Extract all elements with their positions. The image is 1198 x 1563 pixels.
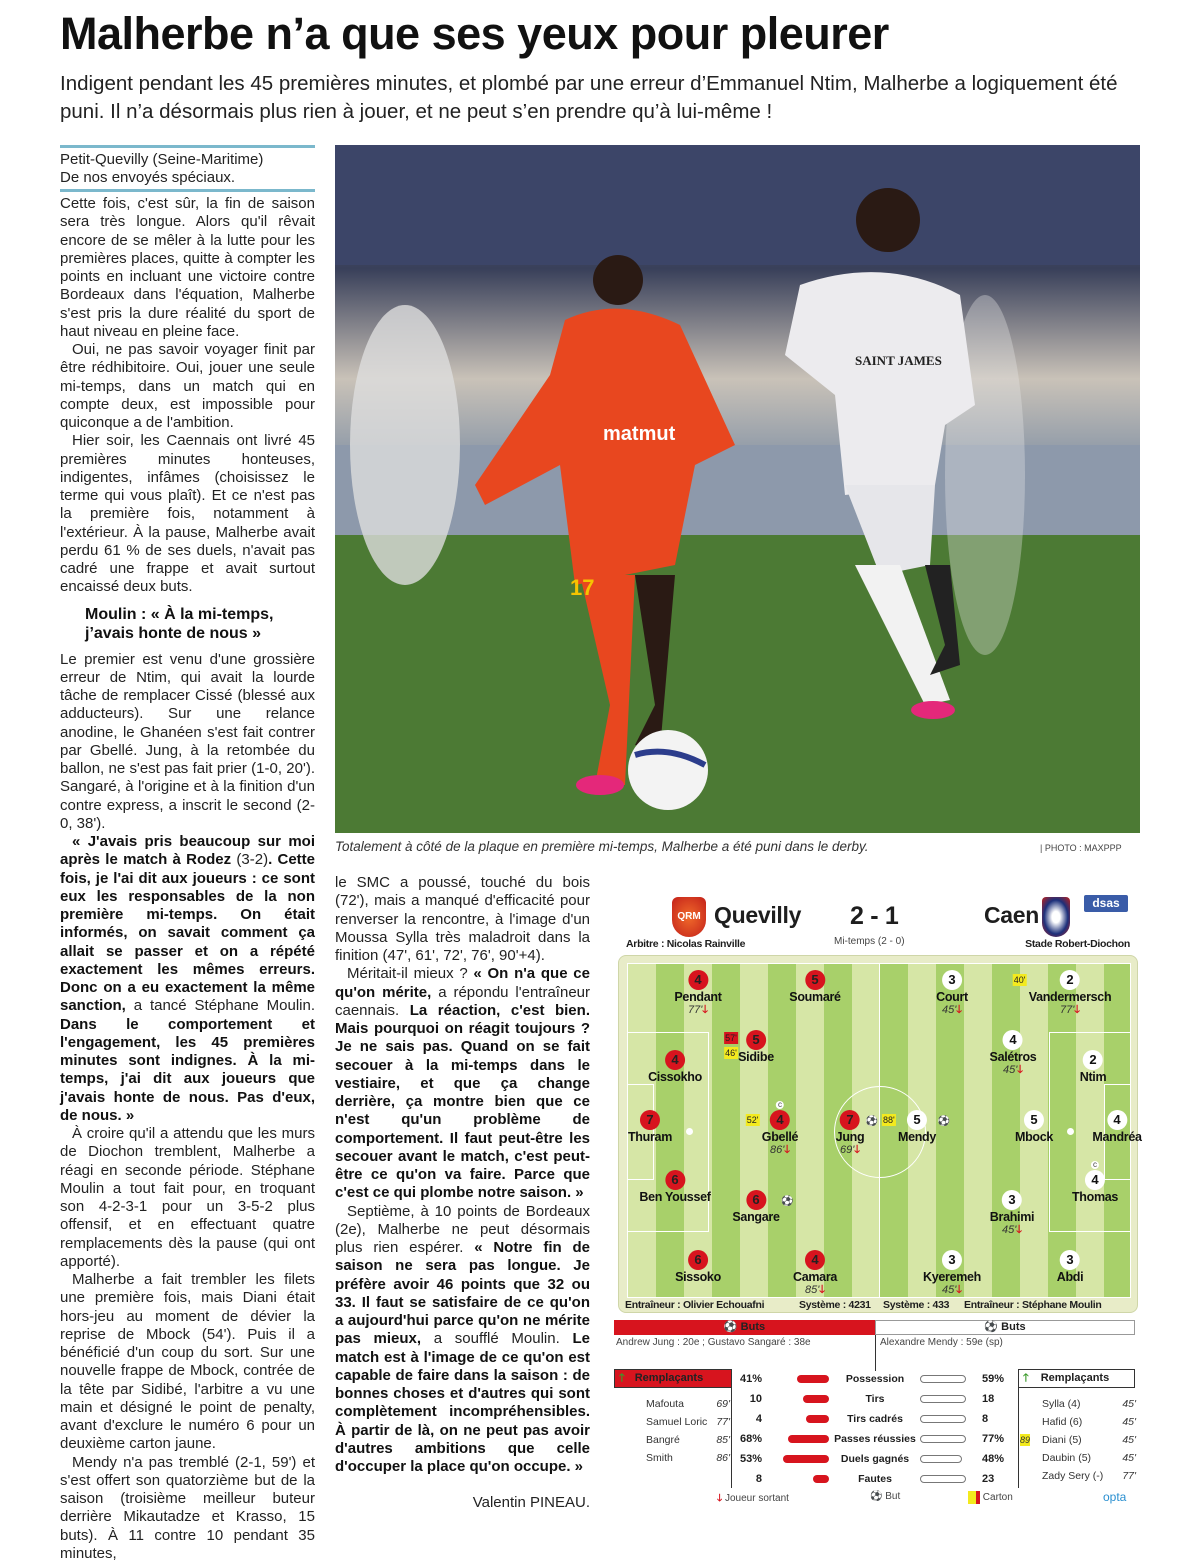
player-white <box>990 1030 1037 1076</box>
player-red <box>836 1110 865 1156</box>
stat-row <box>734 1469 1018 1489</box>
home-sub-row <box>646 1449 730 1467</box>
stat-label: Duels gagnés <box>829 1449 921 1469</box>
paragraph-text: a répondu l'entraîneur caennais. <box>335 984 590 1019</box>
dateline-place: Petit-Quevilly (Seine-Maritime) <box>60 151 315 169</box>
sub-name: Mafouta <box>646 1395 684 1413</box>
photo-credit: | PHOTO : MAXPPP <box>1040 843 1122 853</box>
player-name: Kyeremeh <box>923 1270 981 1284</box>
sub-minute: 77' <box>716 1413 730 1431</box>
sub-minute: 45' <box>1002 1224 1016 1236</box>
player-name: Abdi <box>1057 1270 1084 1284</box>
away-stat-bar <box>920 1415 966 1423</box>
away-stat-bar <box>920 1435 966 1443</box>
player-white <box>1029 970 1112 1016</box>
halftime-score: Mi-temps (2 - 0) <box>834 936 905 947</box>
arrow-down-icon: 🡓 <box>1074 1004 1080 1016</box>
player-white <box>1015 1110 1053 1144</box>
home-subs-list <box>646 1395 730 1467</box>
paragraph <box>335 965 590 1202</box>
paragraph <box>60 195 315 341</box>
article-body <box>335 874 590 1476</box>
stat-label: Tirs <box>829 1389 921 1409</box>
sub-name: Daubin (5) <box>1042 1449 1091 1467</box>
article-body <box>60 651 315 1563</box>
sub-name: Diani (5) <box>1042 1431 1082 1449</box>
sub-minute: 45' <box>1122 1413 1136 1431</box>
away-sub-row <box>1018 1467 1136 1485</box>
player-rating: 5 <box>1024 1110 1044 1130</box>
away-team-name: Caen <box>984 902 1039 929</box>
player-rating: 3 <box>942 1250 962 1270</box>
player-red <box>675 1250 721 1284</box>
player-rating: 7 <box>840 1110 860 1130</box>
home-stat-value: 10 <box>734 1389 762 1409</box>
arrow-down-icon: 🡓 <box>702 1004 708 1016</box>
sub-minute: 45' <box>942 1284 956 1296</box>
player-red <box>648 1050 702 1084</box>
player-name: Mbock <box>1015 1130 1053 1144</box>
ball-icon: ⚽ <box>870 1491 882 1502</box>
quote-text: « J'avais pris beaucoup sur moi après le match à Rodez <box>60 833 315 868</box>
divider <box>875 1335 876 1371</box>
stat-row <box>734 1449 1018 1469</box>
away-stat-bar <box>920 1395 966 1403</box>
away-stat-value: 23 <box>982 1469 994 1489</box>
author-signature: Valentin PINEAU. <box>335 1494 590 1512</box>
substitution-time <box>836 1144 865 1156</box>
intertitle: Moulin : « À la mi-temps, j’avais honte de nous » <box>60 597 315 651</box>
stat-row <box>734 1429 1018 1449</box>
stat-label: Passes réussies <box>829 1429 921 1449</box>
sub-minute: 77' <box>1060 1004 1074 1016</box>
quote-text: « On n'a que ce qu'on mérite, <box>335 965 590 1000</box>
home-sub-row <box>646 1395 730 1413</box>
paragraph-text: Oui, ne pas savoir voyager finit par être rédhibitoire. Oui, jouer une seule mi-temps, dans un match qui en compte deux, est impossible pour quiconque a de l'ambition. <box>60 341 315 431</box>
match-infographic <box>612 893 1142 1513</box>
home-stat-bar <box>806 1415 829 1423</box>
player-rating: 4 <box>665 1050 685 1070</box>
legend-out <box>717 1491 789 1508</box>
referee: Arbitre : Nicolas Rainville <box>626 938 745 950</box>
player-rating: 4 <box>688 970 708 990</box>
player-rating: 2 <box>1083 1050 1103 1070</box>
away-goalscorers: Alexandre Mendy : 59e (sp) <box>880 1337 1003 1348</box>
home-sub-row <box>646 1431 730 1449</box>
arrow-down-icon: 🡓 <box>956 1284 962 1296</box>
home-stat-value: 8 <box>734 1469 762 1489</box>
paragraph-text: (3-2) <box>231 851 268 868</box>
dsas-logo: dsas <box>1084 895 1128 912</box>
legend-goal-label: But <box>885 1491 900 1502</box>
arrow-down-icon: 🡓 <box>784 1144 790 1156</box>
paragraph <box>335 874 590 965</box>
player-rating: 4 <box>770 1110 790 1130</box>
player-rating: 5 <box>907 1110 927 1130</box>
stadium: Stade Robert-Diochon <box>1025 938 1130 950</box>
arrow-down-icon: 🡓 <box>819 1284 825 1296</box>
arrow-up-icon: 🡑 <box>1023 1372 1029 1384</box>
home-coach: Entraîneur : Olivier Echouafni <box>625 1299 764 1311</box>
player-name: Thuram <box>628 1130 672 1144</box>
paragraph-text: Septième, à 10 points de Bordeaux (2e), Malherbe ne peut désormais plus rien espérer. <box>335 1203 590 1257</box>
away-subs-header <box>1018 1369 1135 1388</box>
legend-card-label: Carton <box>983 1492 1013 1503</box>
pitch-field <box>627 963 1131 1298</box>
dateline-byline: De nos envoyés spéciaux. <box>60 169 315 187</box>
yellow-card: 52' <box>746 1114 760 1126</box>
player-white <box>923 1250 981 1296</box>
paragraph-text: Malherbe a fait trembler les filets une première fois, mais Diani était hors-jeu au moment de dévier la reprise de Mbock (54'). Puis il a bénéficié d'un coup du sort. Sur une nouvelle frappe de Mbock, contrée de la tête par Sidibé, l'arbitre a vu une main et désigné le point de penalty, avant d'exclure le numéro 6 pour un deuxième carton jaune. <box>60 1271 315 1452</box>
home-stat-bar <box>813 1475 829 1483</box>
yellow-card: 46' <box>724 1047 738 1059</box>
player-white <box>1092 1110 1141 1144</box>
substitution-time <box>762 1144 798 1156</box>
away-sub-row <box>1018 1395 1136 1413</box>
sub-name: Hafid (6) <box>1042 1413 1082 1431</box>
sub-minute: 45' <box>1122 1431 1136 1449</box>
player-name: Mandréa <box>1092 1130 1141 1144</box>
home-system: Système : 4231 <box>799 1299 871 1311</box>
legend-out-label: Joueur sortant <box>725 1493 789 1504</box>
sub-minute: 85' <box>716 1431 730 1449</box>
substitution-time <box>923 1284 981 1296</box>
player-rating: 3 <box>942 970 962 990</box>
sub-minute: 86' <box>716 1449 730 1467</box>
penalty-spot <box>686 1128 693 1135</box>
player-white <box>898 1110 936 1144</box>
sub-name: Zady Sery (-) <box>1042 1467 1103 1485</box>
match-photo <box>335 145 1140 833</box>
player-rating: 2 <box>1060 970 1080 990</box>
quote-text: « Notre fin de saison ne sera pas longue. Je préfère avoir 46 points que 32 ou 33. Il faut se satisfaire de ce qu'on a aujourd'hui parce qu'on ne mérite pas mieux, <box>335 1239 590 1347</box>
home-team-name: Quevilly <box>714 902 801 929</box>
away-sub-row <box>1018 1431 1136 1449</box>
player-white <box>1072 1170 1118 1204</box>
player-name: Sissoko <box>675 1270 721 1284</box>
player-red <box>762 1110 798 1156</box>
quote-text: La réaction, c'est bien. Mais pourquoi on réagit toujours ? Je ne sais pas. Quand on se fait secouer à la mi-temps dans le vestiaire, et que ça change derrière, ça montre bien que ce n'est qu'un problème de comportement. Il faut peut-être les secouer avant le match, c'est peut-être ce qu'on va faire. Parce que c'est ce qui plombe notre saison. » <box>335 1002 590 1202</box>
home-stat-value: 68% <box>734 1429 762 1449</box>
stat-row <box>734 1369 1018 1389</box>
goal-ball-icon: ⚽ <box>866 1116 878 1127</box>
player-rating: 4 <box>1107 1110 1127 1130</box>
sub-minute: 77' <box>1122 1467 1136 1485</box>
paragraph <box>335 1203 590 1477</box>
player-name: Vandermersch <box>1029 990 1112 1004</box>
sub-minute: 45' <box>1003 1064 1017 1076</box>
match-stats <box>734 1369 1018 1489</box>
goals-label: Buts <box>741 1321 765 1333</box>
paragraph-text: Cette fois, c'est sûr, la fin de saison sera très longue. Alors qu'il rêvait encore de se mêler à la lutte pour les premières places, quitte à compter les points en incluant une victoire contre Bordeaux dans l'équation, Malherbe s'est pris la dure réalité du sport de haut niveau en pleine face. <box>60 195 315 340</box>
paragraph-text: Le premier est venu d'une grossière erreur de Ntim, qui avait la lourde tâche de remplacer Cissé (blessé aux adducteurs). Sur une relance anodine, le Ghanéen s'est fait contrer par Gbellé. Jung, à la retombée du ballon, ne s'est pas fait prier (1-0, 20'). Sangaré, à l'origine et à la finition d'un contre express, a inscrit le second (2-0, 38'). <box>60 651 315 832</box>
headline: Malherbe n’a que ses yeux pour pleurer <box>60 8 889 60</box>
away-stat-value: 18 <box>982 1389 994 1409</box>
yellow-card: 88' <box>882 1114 896 1126</box>
away-goals-header <box>875 1320 1135 1335</box>
sub-minute: 85' <box>805 1284 819 1296</box>
sub-name: Smith <box>646 1449 673 1467</box>
player-red <box>789 970 840 1004</box>
quote-text: . Cette fois, je l'ai dit aux joueurs : ce sont eux les responsables de la non première mi-temps. On était informés, on savait comment ça allait se passer et on a répété exactement les mêmes erreurs. Donc on a eu exactement la même sanction, <box>60 851 315 1014</box>
arrow-down-icon: 🡓 <box>1017 1064 1023 1076</box>
player-name: Jung <box>836 1130 865 1144</box>
player-name: Court <box>936 990 968 1004</box>
home-subs-header <box>614 1369 732 1388</box>
sub-minute: 45' <box>1122 1395 1136 1413</box>
sub-minute: 86' <box>770 1144 784 1156</box>
quote-text: Dans le comportement et l'engagement, les 45 premières minutes sont indignes. À la mi-temps, j'ai dit aux joueurs que j'avais honte de nous. Pas d'eux, de nous. » <box>60 1016 315 1124</box>
paragraph <box>60 1271 315 1454</box>
opta-logo: opta <box>1103 1490 1126 1504</box>
ball-icon: ⚽ <box>984 1321 1001 1333</box>
shirt-sponsor-home: matmut <box>603 423 676 445</box>
player-red <box>639 1170 710 1204</box>
article-column-middle <box>335 874 590 1513</box>
away-sub-row <box>1018 1449 1136 1467</box>
stat-label: Possession <box>829 1369 921 1389</box>
paragraph-text: Méritait-il mieux ? <box>347 965 473 982</box>
substitution-time <box>990 1224 1034 1236</box>
paragraph <box>60 651 315 834</box>
away-sub-row <box>1018 1413 1136 1431</box>
home-stat-value: 4 <box>734 1409 762 1429</box>
player-rating: 6 <box>746 1190 766 1210</box>
arrow-down-icon: 🡓 <box>956 1004 962 1016</box>
player-name: Camara <box>793 1270 837 1284</box>
player-rating: 6 <box>688 1250 708 1270</box>
sub-name: Bangré <box>646 1431 680 1449</box>
paragraph <box>60 1125 315 1271</box>
paragraph-text: Hier soir, les Caennais ont livré 45 premières minutes honteuses, indigentes, infâmes (choisissez le terme qui vous plaît). Et ce n'est pas la première fois, notamment à l'extérieur. À la pause, Malherbe avait perdu 61 % de ses duels, n'avait pas cadré une frappe et avait surtout encaissé deux buts. <box>60 432 315 595</box>
dateline <box>60 145 315 192</box>
player-red <box>793 1250 837 1296</box>
paragraph-text: Mendy n'a pas tremblé (2-1, 59') et s'est offert son quatorzième but de la saison (troisième meilleur buteur derrière Mikautadze et Krasso, 15 buts). À 11 contre 10 pendant 35 minutes, <box>60 1454 315 1562</box>
player-red <box>732 1190 779 1224</box>
subheadline: Indigent pendant les 45 premières minutes, et plombé par une erreur d’Emmanuel Ntim, Malherbe a logiquement été puni. Il n’a désormais plus rien à jouer, et ne peut s’en prendre qu’à lui-même ! <box>60 70 1140 126</box>
home-stat-bar <box>797 1375 829 1383</box>
sub-name: Samuel Loric <box>646 1413 707 1431</box>
home-stat-bar <box>788 1435 829 1443</box>
player-white <box>936 970 968 1016</box>
shirt-number: 17 <box>570 575 594 600</box>
away-stat-value: 48% <box>982 1449 1004 1469</box>
subs-label: Remplaçants <box>1041 1372 1109 1384</box>
away-subs-list <box>1018 1395 1136 1485</box>
away-system: Système : 433 <box>883 1299 949 1311</box>
away-stat-value: 8 <box>982 1409 988 1429</box>
sub-name: Sylla (4) <box>1042 1395 1081 1413</box>
player-rating: 7 <box>640 1110 660 1130</box>
home-sub-row <box>646 1413 730 1431</box>
away-stat-bar <box>920 1455 962 1463</box>
player-red <box>674 970 721 1016</box>
sub-minute: 69' <box>840 1144 854 1156</box>
player-name: Sidibe <box>738 1050 774 1064</box>
substitution-time <box>674 1004 721 1016</box>
home-stat-value: 53% <box>734 1449 762 1469</box>
paragraph-text: a tancé Stéphane Moulin. <box>126 997 315 1014</box>
player-name: Soumaré <box>789 990 840 1004</box>
player-white <box>990 1190 1034 1236</box>
goals-label: Buts <box>1001 1321 1025 1333</box>
player-rating: 4 <box>1085 1170 1105 1190</box>
away-stat-bar <box>920 1375 966 1383</box>
sub-minute: 77' <box>688 1004 702 1016</box>
player-name: Cissokho <box>648 1070 702 1084</box>
home-stat-bar <box>783 1455 829 1463</box>
yellow-card: 40' <box>1013 974 1027 986</box>
stat-label: Tirs cadrés <box>829 1409 921 1429</box>
legend-card <box>968 1491 1013 1504</box>
stat-row <box>734 1389 1018 1409</box>
player-name: Ntim <box>1080 1070 1107 1084</box>
paragraph-text: a soufflé Moulin. <box>421 1330 572 1347</box>
home-club-logo: QRM <box>672 897 706 937</box>
player-name: Thomas <box>1072 1190 1118 1204</box>
player-rating: 3 <box>1002 1190 1022 1210</box>
away-stat-value: 59% <box>982 1369 1004 1389</box>
paragraph <box>60 1454 315 1563</box>
home-stat-value: 41% <box>734 1369 762 1389</box>
player-name: Mendy <box>898 1130 936 1144</box>
goal-ball-icon: ⚽ <box>938 1116 950 1127</box>
substitution-time <box>990 1064 1037 1076</box>
article-column-left <box>60 145 315 1563</box>
article-body <box>60 195 315 597</box>
divider <box>731 1388 732 1488</box>
stat-row <box>734 1409 1018 1429</box>
captain-badge: c <box>1091 1161 1099 1169</box>
arrow-down-icon: 🡓 <box>1016 1224 1022 1236</box>
player-name: Pendant <box>674 990 721 1004</box>
player-name: Ben Youssef <box>639 1190 710 1204</box>
goal-ball-icon: ⚽ <box>781 1196 793 1207</box>
player-rating: 3 <box>1060 1250 1080 1270</box>
paragraph <box>60 341 315 432</box>
player-red <box>738 1030 774 1064</box>
sub-minute: 45' <box>1122 1449 1136 1467</box>
card-icon <box>968 1491 980 1504</box>
legend-goal <box>870 1491 900 1502</box>
substitution-time <box>936 1004 968 1016</box>
player-rating: 4 <box>1003 1030 1023 1050</box>
player-red <box>628 1110 672 1144</box>
paragraph <box>60 833 315 1125</box>
away-stat-value: 77% <box>982 1429 1004 1449</box>
arrow-down-icon: 🡓 <box>854 1144 860 1156</box>
player-rating: 4 <box>805 1250 825 1270</box>
pitch <box>618 955 1138 1313</box>
sub-minute: 69' <box>716 1395 730 1413</box>
home-goals-header <box>614 1320 875 1335</box>
home-stat-bar <box>803 1395 829 1403</box>
player-name: Gbellé <box>762 1130 798 1144</box>
substitution-time <box>793 1284 837 1296</box>
photo-illustration <box>335 145 1140 833</box>
red-card: 57' <box>724 1032 738 1044</box>
paragraph <box>60 432 315 596</box>
player-white <box>1080 1050 1107 1084</box>
player-name: Sangare <box>732 1210 779 1224</box>
paragraph-text: le SMC a poussé, touché du bois (72'), mais a manqué d'efficacité pour renverser la rencontre, à l'image d'un Moussa Sylla très maladroit dans la finition (47', 61', 72', 76', 90'+4). <box>335 874 590 964</box>
home-goalscorers: Andrew Jung : 20e ; Gustavo Sangaré : 38e <box>616 1337 811 1348</box>
player-white <box>1057 1250 1084 1284</box>
away-coach: Entraîneur : Stéphane Moulin <box>964 1299 1101 1311</box>
away-club-logo <box>1042 897 1070 937</box>
player-name: Brahimi <box>990 1210 1034 1224</box>
shirt-sponsor-away: SAINT JAMES <box>855 353 942 368</box>
player-rating: 5 <box>805 970 825 990</box>
stat-label: Fautes <box>829 1469 921 1489</box>
ball-icon: ⚽ <box>724 1321 741 1333</box>
score: 2 - 1 <box>850 902 899 931</box>
yellow-card: 89 <box>1020 1434 1030 1446</box>
quote-text: Le match est à l'image de ce qu'on est capable de faire dans la saison : de bonnes choses et d'autres qui sont complètement incompréhensibles. À partir de là, on ne peut pas avoir d'autres ambitions que celle d'occuper la place qu'on occupe. » <box>335 1330 590 1475</box>
substitution-time <box>1029 1004 1112 1016</box>
player-rating: 5 <box>746 1030 766 1050</box>
paragraph-text: À croire qu'il a attendu que les murs de Diochon tremblent, Malherbe a réagi en seconde période. Stéphane Moulin a tout fait pour, en troquant son 4-2-3-1 pour un 3-5-2 plus offensif, et en effectuant quatre remplacements dès la pause (qui ont apporté). <box>60 1125 315 1270</box>
arrow-down-icon: 🡓 <box>717 1493 722 1504</box>
captain-badge: c <box>776 1101 784 1109</box>
subs-label: Remplaçants <box>635 1372 703 1384</box>
player-rating: 6 <box>665 1170 685 1190</box>
player-name: Salétros <box>990 1050 1037 1064</box>
photo-caption: Totalement à côté de la plaque en première mi-temps, Malherbe a été puni dans le derby. <box>335 839 869 854</box>
arrow-up-icon: 🡑 <box>619 1372 625 1384</box>
away-stat-bar <box>920 1475 966 1483</box>
sub-minute: 45' <box>942 1004 956 1016</box>
penalty-spot <box>1067 1128 1074 1135</box>
